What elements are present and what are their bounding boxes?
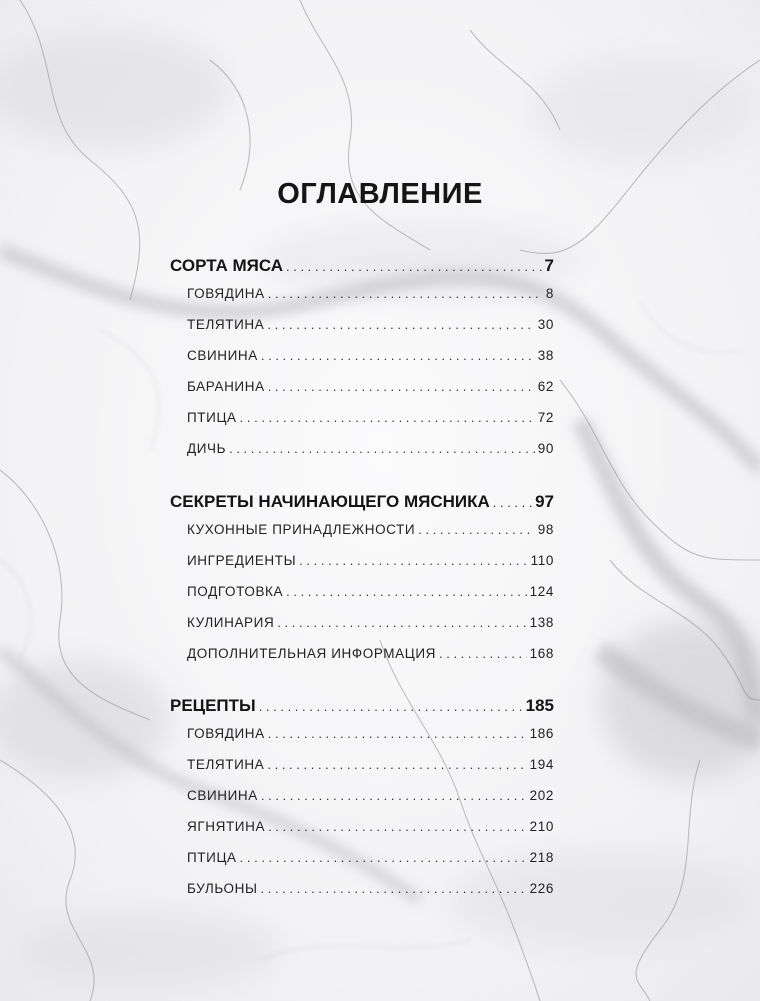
- page-number: 138: [529, 615, 554, 630]
- dot-leader: [267, 757, 526, 772]
- entry-title: ПТИЦА: [187, 410, 237, 425]
- toc-entry[interactable]: [170, 379, 554, 410]
- dot-leader: [418, 522, 535, 537]
- entry-title: ГОВЯДИНА: [187, 726, 265, 741]
- page-number: 98: [537, 522, 554, 537]
- page-number: 8: [545, 286, 554, 301]
- section-title: СЕКРЕТЫ НАЧИНАЮЩЕГО МЯСНИКА: [170, 492, 490, 511]
- toc-entry[interactable]: [170, 348, 554, 379]
- dot-leader: [493, 495, 532, 510]
- toc-entry[interactable]: [170, 881, 554, 912]
- toc-entry[interactable]: [170, 788, 554, 819]
- dot-leader: [268, 819, 527, 834]
- dot-leader: [277, 615, 526, 630]
- toc-section-heading[interactable]: [170, 492, 554, 522]
- dot-leader: [261, 348, 535, 363]
- page-number: 72: [537, 410, 554, 425]
- toc-section: [170, 696, 554, 912]
- dot-leader: [240, 850, 527, 865]
- dot-leader: [268, 726, 527, 741]
- dot-leader: [268, 286, 543, 301]
- page-number: 97: [535, 492, 554, 511]
- entry-title: ТЕЛЯТИНА: [187, 317, 265, 332]
- entry-title: СВИНИНА: [187, 348, 258, 363]
- toc-entry[interactable]: [170, 286, 554, 317]
- toc-entry[interactable]: [170, 553, 554, 584]
- entry-title: ДОПОЛНИТЕЛЬНАЯ ИНФОРМАЦИЯ: [187, 646, 436, 661]
- entry-title: СВИНИНА: [187, 788, 258, 803]
- dot-leader: [439, 646, 527, 661]
- page-number: 124: [529, 584, 554, 599]
- dot-leader: [299, 553, 528, 568]
- section-title: СОРТА МЯСА: [170, 256, 284, 275]
- dot-leader: [261, 788, 527, 803]
- toc-entry[interactable]: [170, 757, 554, 788]
- entry-title: ТЕЛЯТИНА: [187, 757, 265, 772]
- toc-entry[interactable]: [170, 441, 554, 472]
- page-number: 194: [529, 757, 554, 772]
- entry-title: ЯГНЯТИНА: [187, 819, 266, 834]
- page-number: 7: [544, 256, 554, 275]
- entry-title: КУЛИНАРИЯ: [187, 615, 275, 630]
- toc-section: [170, 256, 554, 472]
- dot-leader: [259, 699, 523, 714]
- dot-leader: [267, 317, 534, 332]
- entry-title: БАРАНИНА: [187, 379, 265, 394]
- page-number: 186: [529, 726, 554, 741]
- entry-title: ПТИЦА: [187, 850, 237, 865]
- page-number: 110: [530, 553, 554, 568]
- page-number: 185: [525, 696, 554, 715]
- page-number: 62: [537, 379, 554, 394]
- toc-entry[interactable]: [170, 615, 554, 646]
- dot-leader: [286, 584, 527, 599]
- toc-entry[interactable]: [170, 410, 554, 441]
- page-number: 202: [529, 788, 554, 803]
- toc-entry[interactable]: [170, 522, 554, 553]
- page-number: 218: [529, 850, 554, 865]
- entry-title: КУХОННЫЕ ПРИНАДЛЕЖНОСТИ: [187, 522, 416, 537]
- toc-section-heading[interactable]: [170, 696, 554, 726]
- section-title: РЕЦЕПТЫ: [170, 696, 256, 715]
- toc-entry[interactable]: [170, 850, 554, 881]
- toc-entry[interactable]: [170, 317, 554, 348]
- page-number: 38: [537, 348, 554, 363]
- page-number: 90: [537, 441, 554, 456]
- entry-title: БУЛЬОНЫ: [187, 881, 258, 896]
- toc-entry[interactable]: [170, 726, 554, 757]
- toc-entry[interactable]: [170, 584, 554, 615]
- dot-leader: [268, 379, 535, 394]
- entry-title: ГОВЯДИНА: [187, 286, 265, 301]
- dot-leader: [229, 441, 535, 456]
- page-number: 168: [529, 646, 554, 661]
- entry-title: ДИЧЬ: [187, 441, 227, 456]
- dot-leader: [286, 259, 542, 274]
- toc-section: [170, 492, 554, 677]
- page-number: 30: [537, 317, 554, 332]
- dot-leader: [240, 410, 535, 425]
- entry-title: ПОДГОТОВКА: [187, 584, 284, 599]
- toc-entry[interactable]: [170, 646, 554, 677]
- page-title: ОГЛАВЛЕНИЕ: [277, 178, 483, 210]
- page-number: 226: [529, 881, 554, 896]
- entry-title: ИНГРЕДИЕНТЫ: [187, 553, 297, 568]
- toc-entry[interactable]: [170, 819, 554, 850]
- page-number: 210: [529, 819, 554, 834]
- toc-section-heading[interactable]: [170, 256, 554, 286]
- dot-leader: [261, 881, 527, 896]
